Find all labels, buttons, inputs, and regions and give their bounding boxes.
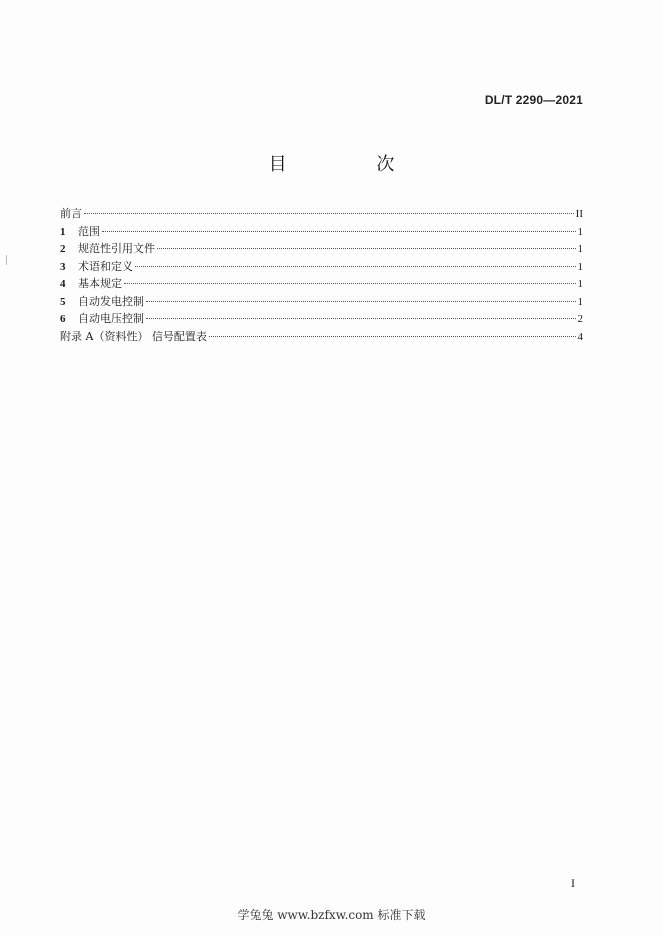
toc-leader-dots — [124, 283, 576, 284]
toc-entry-page: II — [575, 208, 583, 220]
toc-entry-number: 6 — [60, 313, 66, 325]
toc-entry-normative-references[interactable] — [60, 240, 583, 258]
toc-title: 目 次 — [268, 154, 437, 175]
toc-entry-appendix-a[interactable] — [60, 328, 583, 346]
toc-leader-dots — [102, 231, 576, 232]
toc-entry-basic-provisions[interactable] — [60, 275, 583, 293]
toc-entry-page: 1 — [577, 225, 583, 238]
toc-entry-page: 4 — [577, 330, 583, 343]
toc-entry-number: 1 — [60, 225, 66, 238]
toc-entry-page: 1 — [577, 295, 583, 308]
toc-entry-agc[interactable] — [60, 293, 583, 311]
toc-leader-dots — [146, 301, 576, 302]
toc-entry-label: 前言 — [60, 207, 82, 220]
toc-entry-label: 附录 A（资料性） 信号配置表 — [60, 329, 207, 343]
toc-entry-avc[interactable] — [60, 310, 583, 328]
scan-margin-mark — [6, 255, 7, 265]
page-number: I — [571, 876, 575, 890]
toc-leader-dots — [146, 318, 576, 319]
toc-entry-number: 3 — [60, 260, 66, 273]
toc-entry-label: 术语和定义 — [78, 259, 133, 273]
table-of-contents — [60, 205, 583, 345]
toc-leader-dots — [157, 248, 576, 249]
toc-entry-number: 4 — [60, 278, 66, 290]
toc-entry-label: 规范性引用文件 — [78, 242, 155, 255]
toc-entry-page: 2 — [577, 313, 583, 325]
toc-entry-label: 范围 — [78, 224, 100, 238]
toc-entry-foreword[interactable] — [60, 205, 583, 223]
toc-entry-page: 1 — [577, 243, 583, 255]
toc-entry-terms-definitions[interactable] — [60, 258, 583, 276]
toc-entry-label: 基本规定 — [78, 277, 122, 290]
toc-leader-dots — [135, 266, 576, 267]
standard-code: DL/T 2290—2021 — [484, 93, 583, 107]
toc-entry-label: 自动发电控制 — [78, 294, 144, 308]
toc-entry-scope[interactable] — [60, 223, 583, 241]
toc-entry-number: 5 — [60, 295, 66, 308]
toc-entry-number: 2 — [60, 243, 66, 255]
toc-entry-page: 1 — [577, 260, 583, 273]
toc-leader-dots — [84, 213, 574, 214]
toc-entry-label: 自动电压控制 — [78, 312, 144, 325]
toc-entry-page: 1 — [577, 278, 583, 290]
toc-leader-dots — [209, 336, 576, 337]
watermark-text: 学兔兔 www.bzfxw.com 标准下载 — [237, 908, 426, 922]
